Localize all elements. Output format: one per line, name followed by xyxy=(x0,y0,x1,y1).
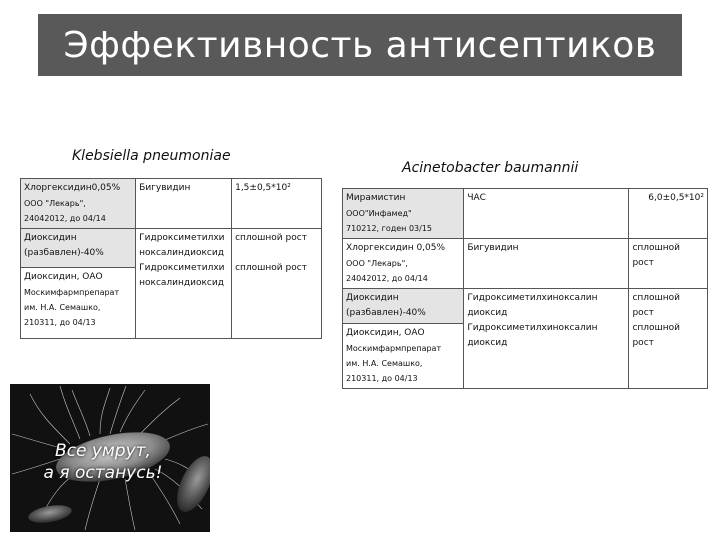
antiseptic-cell: Хлоргексидин0,05% ООО "Лекарь", 24042012, до 04/14 xyxy=(21,179,136,229)
antiseptic-cell: Диоксидин, ОАО Москимфармпрепарат им. Н.А. Семашко, 210311, до 04/13 xyxy=(343,324,464,389)
antiseptic-cell: Диоксидин (разбавлен)-40% xyxy=(21,229,136,268)
antiseptic-cell: Диоксидин (разбавлен)-40% xyxy=(343,289,464,324)
result-cell: 1,5±0,5*10² xyxy=(232,179,322,229)
result-cell: сплошной рост сплошной рост xyxy=(629,289,708,389)
table-row xyxy=(343,189,708,239)
slide-title-bar xyxy=(38,14,682,76)
right-organism-title: Acinetobacter baumannii xyxy=(402,160,579,176)
acinetobacter-table xyxy=(342,188,708,389)
klebsiella-table xyxy=(20,178,322,339)
table-row xyxy=(21,229,322,268)
result-cell: 6,0±0,5*10² xyxy=(629,189,708,239)
method-cell: Гидроксиметилхи ноксалиндиоксид Гидроксиметилхи ноксалиндиоксид xyxy=(136,229,232,339)
antiseptic-cell: Хлоргексидин 0,05% ООО "Лекарь", 24042012, до 04/14 xyxy=(343,239,464,289)
table-row xyxy=(343,239,708,289)
antiseptic-cell: Мирамистин ООО"Инфамед" 710212, годен 03/15 xyxy=(343,189,464,239)
method-cell: Бигувидин xyxy=(136,179,232,229)
method-cell: Гидроксиметилхиноксалин диоксид Гидроксиметилхиноксалин диоксид xyxy=(464,289,629,389)
method-cell: ЧАС xyxy=(464,189,629,239)
slide-title: Эффективность антисептиков xyxy=(63,24,657,66)
left-organism-title: Klebsiella pneumoniae xyxy=(72,148,231,164)
result-cell: сплошной рост xyxy=(629,239,708,289)
antiseptic-cell: Диоксидин, ОАО Москимфармпрепарат им. Н.А. Семашко, 210311, до 04/13 xyxy=(21,267,136,339)
method-cell: Бигувидин xyxy=(464,239,629,289)
table-row xyxy=(343,289,708,324)
table-row xyxy=(21,179,322,229)
photo-caption: Все умрут, а я останусь! xyxy=(43,441,163,483)
result-cell: сплошной рост сплошной рост xyxy=(232,229,322,339)
